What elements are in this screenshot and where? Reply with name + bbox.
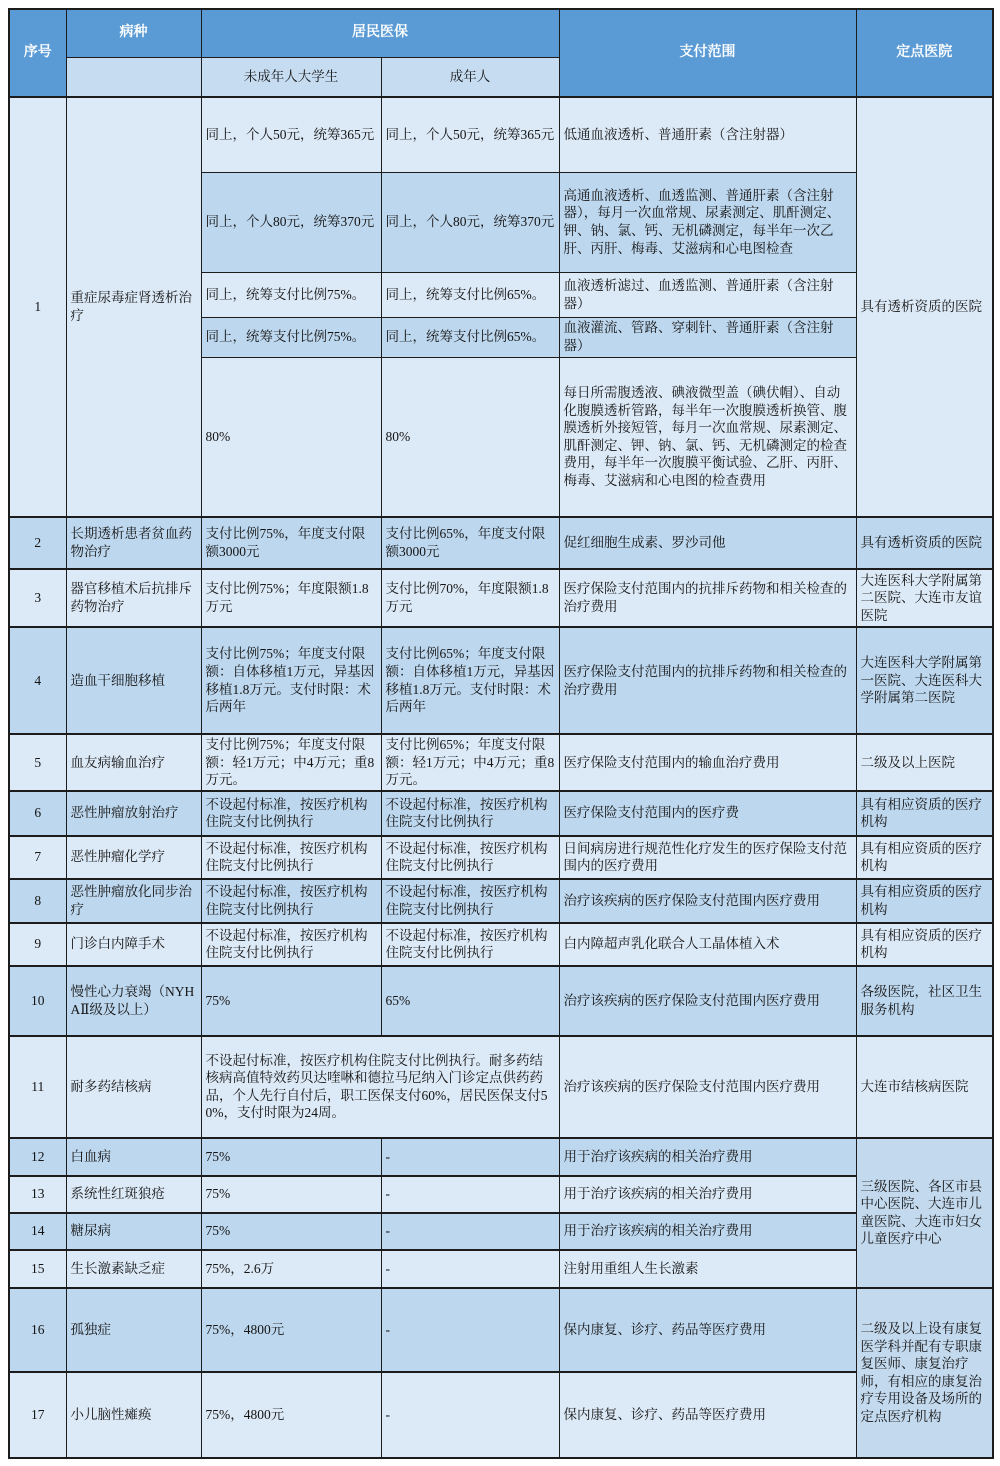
insurance-benefits-table — [8, 8, 994, 1459]
col-header-scope: 支付范围 — [559, 9, 856, 97]
col-header-insurance: 居民医保 — [201, 9, 559, 57]
cell-scope: 促红细胞生成素、罗沙司他 — [559, 517, 856, 569]
table-row — [9, 1288, 993, 1372]
cell-scope: 医疗保险支付范围内的输血治疗费用 — [559, 734, 856, 791]
cell-adult: - — [381, 1372, 559, 1458]
cell-disease: 白血病 — [66, 1138, 201, 1176]
cell-scope: 保内康复、诊疗、药品等医疗费用 — [559, 1288, 856, 1372]
cell-hospital: 具有相应资质的医疗机构 — [856, 791, 993, 836]
cell-disease: 门诊白内障手术 — [66, 923, 201, 966]
table-row — [9, 1036, 993, 1138]
table-row — [9, 734, 993, 791]
cell-no: 14 — [9, 1213, 66, 1250]
cell-hospital: 具有相应资质的医疗机构 — [856, 836, 993, 879]
cell-adult: 不设起付标准，按医疗机构住院支付比例执行 — [381, 836, 559, 879]
cell-minor: 支付比例75%；年度支付限额：自体移植1万元，异基因移植1.8万元。支付时限：术后两年 — [201, 627, 381, 734]
cell-scope: 治疗该疾病的医疗保险支付范围内医疗费用 — [559, 966, 856, 1036]
col-header-disease: 病种 — [66, 9, 201, 57]
cell-minor: 75% — [201, 1138, 381, 1176]
cell-no: 7 — [9, 836, 66, 879]
cell-disease: 恶性肿瘤放射治疗 — [66, 791, 201, 836]
cell-disease: 糖尿病 — [66, 1213, 201, 1250]
table-row — [9, 1176, 993, 1213]
cell-disease: 血友病输血治疗 — [66, 734, 201, 791]
cell-scope: 用于治疗该疾病的相关治疗费用 — [559, 1138, 856, 1176]
cell-no: 17 — [9, 1372, 66, 1458]
cell-hospital: 大连市结核病医院 — [856, 1036, 993, 1138]
col-header-adult: 成年人 — [381, 57, 559, 97]
cell-hospital-shared: 二级及以上设有康复医学科并配有专职康复医师、康复治疗师，有相应的康复治疗专用设备及场所的定点医疗机构 — [856, 1288, 993, 1458]
cell-no: 9 — [9, 923, 66, 966]
cell-adult: 同上，个人80元，统筹370元 — [381, 172, 559, 272]
cell-adult: 65% — [381, 966, 559, 1036]
cell-scope: 用于治疗该疾病的相关治疗费用 — [559, 1213, 856, 1250]
cell-adult: 同上，个人50元，统筹365元 — [381, 97, 559, 172]
cell-scope: 低通血液透析、普通肝素（含注射器） — [559, 97, 856, 172]
cell-scope: 注射用重组人生长激素 — [559, 1250, 856, 1288]
cell-hospital-shared: 三级医院、各区市县中心医院、大连市儿童医院、大连市妇女儿童医疗中心 — [856, 1138, 993, 1288]
cell-minor: 不设起付标准，按医疗机构住院支付比例执行 — [201, 923, 381, 966]
cell-scope: 医疗保险支付范围内的抗排斥药物和相关检查的治疗费用 — [559, 569, 856, 627]
cell-no: 16 — [9, 1288, 66, 1372]
cell-scope: 每日所需腹透液、碘液微型盖（碘伏帽）、自动化腹膜透析管路，每半年一次腹膜透析换管、腹膜透析外接短管，每月一次血常规、尿素测定、肌酐测定、钾、钠、氯、钙、无机磷测定的检查费用，每半年一次腹膜平衡试验、乙肝、丙肝、梅毒、艾滋病和心电图的检查费用 — [559, 357, 856, 517]
cell-minor: 80% — [201, 357, 381, 517]
cell-minor: 支付比例75%；年度支付限额：轻1万元；中4万元；重8万元。 — [201, 734, 381, 791]
col-header-hospital: 定点医院 — [856, 9, 993, 97]
cell-minor: 同上，个人80元，统筹370元 — [201, 172, 381, 272]
cell-disease: 耐多药结核病 — [66, 1036, 201, 1138]
cell-scope: 血液透析滤过、血透监测、普通肝素（含注射器） — [559, 272, 856, 317]
cell-disease: 恶性肿瘤放化同步治疗 — [66, 879, 201, 923]
table-row — [9, 966, 993, 1036]
table-row — [9, 1372, 993, 1458]
cell-minor: 不设起付标准，按医疗机构住院支付比例执行 — [201, 836, 381, 879]
cell-minor-adult-merged: 不设起付标准，按医疗机构住院支付比例执行。耐多药结核病高值特效药贝达喹啉和德拉马尼纳入门诊定点供药药品，个人先行自付后，职工医保支付60%，居民医保支付50%，支付时限为24周。 — [201, 1036, 559, 1138]
table-row — [9, 627, 993, 734]
cell-no: 8 — [9, 879, 66, 923]
cell-disease: 造血干细胞移植 — [66, 627, 201, 734]
cell-adult: - — [381, 1176, 559, 1213]
col-header-disease-empty — [66, 57, 201, 97]
table-row — [9, 569, 993, 627]
cell-minor: 75% — [201, 1213, 381, 1250]
cell-minor: 不设起付标准，按医疗机构住院支付比例执行 — [201, 791, 381, 836]
cell-hospital: 各级医院，社区卫生服务机构 — [856, 966, 993, 1036]
cell-adult: - — [381, 1138, 559, 1176]
cell-adult: 支付比例70%，年度限额1.8万元 — [381, 569, 559, 627]
cell-scope: 高通血液透析、血透监测、普通肝素（含注射器），每月一次血常规、尿素测定、肌酐测定、钾、钠、氯、钙、无机磷测定，每半年一次乙肝、丙肝、梅毒、艾滋病和心电图检查 — [559, 172, 856, 272]
col-header-minor: 未成年人大学生 — [201, 57, 381, 97]
cell-no: 13 — [9, 1176, 66, 1213]
cell-hospital: 具有透析资质的医院 — [856, 97, 993, 517]
cell-scope: 治疗该疾病的医疗保险支付范围内医疗费用 — [559, 879, 856, 923]
cell-minor: 75% — [201, 966, 381, 1036]
cell-scope: 保内康复、诊疗、药品等医疗费用 — [559, 1372, 856, 1458]
cell-no: 5 — [9, 734, 66, 791]
cell-minor: 75%，4800元 — [201, 1372, 381, 1458]
cell-no: 11 — [9, 1036, 66, 1138]
table-row — [9, 517, 993, 569]
cell-disease: 器官移植术后抗排斥药物治疗 — [66, 569, 201, 627]
cell-disease: 孤独症 — [66, 1288, 201, 1372]
cell-minor: 75%，4800元 — [201, 1288, 381, 1372]
cell-scope: 血液灌流、管路、穿刺针、普通肝素（含注射器） — [559, 317, 856, 357]
cell-disease: 重症尿毒症肾透析治疗 — [66, 97, 201, 517]
cell-no: 10 — [9, 966, 66, 1036]
table-row — [9, 879, 993, 923]
cell-adult: - — [381, 1288, 559, 1372]
cell-adult: - — [381, 1213, 559, 1250]
cell-disease: 生长激素缺乏症 — [66, 1250, 201, 1288]
cell-minor: 不设起付标准，按医疗机构住院支付比例执行 — [201, 879, 381, 923]
cell-minor: 同上，统筹支付比例75%。 — [201, 272, 381, 317]
cell-adult: 不设起付标准，按医疗机构住院支付比例执行 — [381, 791, 559, 836]
cell-hospital: 大连医科大学附属第一医院、大连医科大学附属第二医院 — [856, 627, 993, 734]
cell-hospital: 具有相应资质的医疗机构 — [856, 923, 993, 966]
cell-adult: 不设起付标准，按医疗机构住院支付比例执行 — [381, 879, 559, 923]
cell-minor: 75%，2.6万 — [201, 1250, 381, 1288]
table-row — [9, 791, 993, 836]
cell-scope: 日间病房进行规范性化疗发生的医疗保险支付范围内的医疗费用 — [559, 836, 856, 879]
cell-adult: 同上，统筹支付比例65%。 — [381, 272, 559, 317]
table-row — [9, 1138, 993, 1176]
cell-adult: 支付比例65%；年度支付限额：轻1万元；中4万元；重8万元。 — [381, 734, 559, 791]
cell-minor: 75% — [201, 1176, 381, 1213]
cell-hospital: 大连医科大学附属第二医院、大连市友谊医院 — [856, 569, 993, 627]
table-row — [9, 97, 993, 172]
cell-scope: 医疗保险支付范围内的医疗费 — [559, 791, 856, 836]
cell-adult: 支付比例65%；年度支付限额：自体移植1万元，异基因移植1.8万元。支付时限：术后两年 — [381, 627, 559, 734]
cell-hospital: 具有透析资质的医院 — [856, 517, 993, 569]
cell-no: 15 — [9, 1250, 66, 1288]
cell-no: 4 — [9, 627, 66, 734]
cell-no: 12 — [9, 1138, 66, 1176]
cell-no: 1 — [9, 97, 66, 517]
col-header-no: 序号 — [9, 9, 66, 97]
cell-scope: 用于治疗该疾病的相关治疗费用 — [559, 1176, 856, 1213]
cell-adult: 80% — [381, 357, 559, 517]
cell-disease: 长期透析患者贫血药物治疗 — [66, 517, 201, 569]
cell-no: 6 — [9, 791, 66, 836]
table-row — [9, 1250, 993, 1288]
cell-disease: 恶性肿瘤化学疗 — [66, 836, 201, 879]
cell-minor: 支付比例75%；年度限额1.8万元 — [201, 569, 381, 627]
cell-disease: 小儿脑性瘫痪 — [66, 1372, 201, 1458]
table-row — [9, 1213, 993, 1250]
cell-disease: 系统性红斑狼疮 — [66, 1176, 201, 1213]
cell-hospital: 二级及以上医院 — [856, 734, 993, 791]
cell-disease: 慢性心力衰竭（NYHAⅡ级及以上） — [66, 966, 201, 1036]
cell-scope: 治疗该疾病的医疗保险支付范围内医疗费用 — [559, 1036, 856, 1138]
header-row-1 — [9, 9, 993, 57]
table-row — [9, 836, 993, 879]
cell-minor: 同上，统筹支付比例75%。 — [201, 317, 381, 357]
cell-scope: 白内障超声乳化联合人工晶体植入术 — [559, 923, 856, 966]
table-row — [9, 923, 993, 966]
cell-adult: 不设起付标准，按医疗机构住院支付比例执行 — [381, 923, 559, 966]
cell-adult: - — [381, 1250, 559, 1288]
cell-scope: 医疗保险支付范围内的抗排斥药物和相关检查的治疗费用 — [559, 627, 856, 734]
cell-minor: 同上，个人50元，统筹365元 — [201, 97, 381, 172]
cell-minor: 支付比例75%，年度支付限额3000元 — [201, 517, 381, 569]
cell-hospital: 具有相应资质的医疗机构 — [856, 879, 993, 923]
cell-no: 2 — [9, 517, 66, 569]
cell-adult: 同上，统筹支付比例65%。 — [381, 317, 559, 357]
cell-adult: 支付比例65%，年度支付限额3000元 — [381, 517, 559, 569]
cell-no: 3 — [9, 569, 66, 627]
